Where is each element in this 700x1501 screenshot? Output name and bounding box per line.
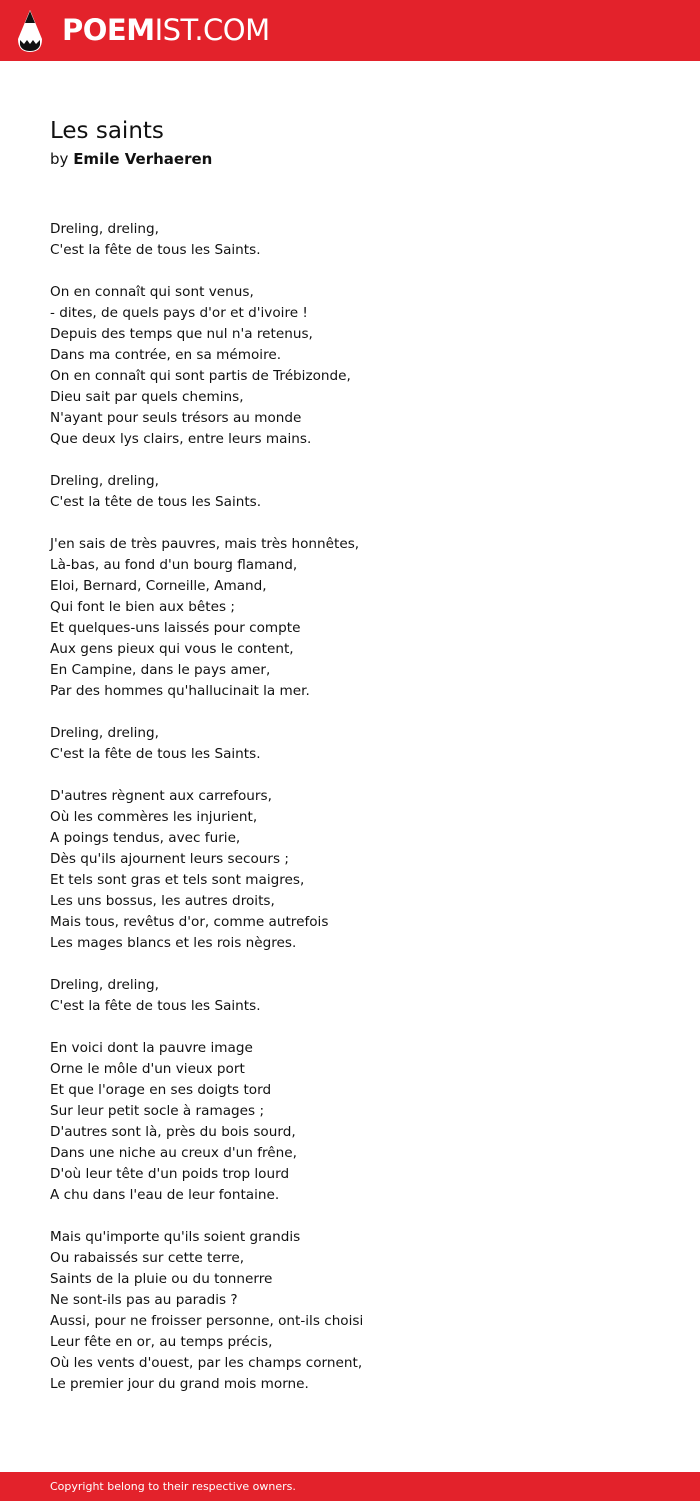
poem-line: Saints de la pluie ou du tonnerre	[50, 1271, 273, 1287]
poem-line: Orne le môle d'un vieux port	[50, 1061, 245, 1077]
brand-bold: POEM	[62, 13, 155, 47]
poem-stanza	[50, 786, 670, 954]
poem-line: Les uns bossus, les autres droits,	[50, 893, 275, 909]
copyright-text: Copyright belong to their respective owners.	[50, 1480, 296, 1493]
site-header	[0, 0, 700, 61]
poem-body	[50, 219, 670, 1416]
poem-stanza	[50, 534, 670, 702]
poem-stanza	[50, 219, 670, 261]
poem-line: Et que l'orage en ses doigts tord	[50, 1082, 272, 1098]
poem-line: Et tels sont gras et tels sont maigres,	[50, 872, 305, 888]
poem-line: Dreling, dreling,	[50, 473, 159, 489]
poem-line: Aussi, pour ne froisser personne, ont-ils choisi	[50, 1313, 364, 1329]
poem-line: D'autres sont là, près du bois sourd,	[50, 1124, 296, 1140]
poem-line: C'est la fête de tous les Saints.	[50, 998, 261, 1014]
poem-line: Dès qu'ils ajournent leurs secours ;	[50, 851, 289, 867]
brand-thin: IST.COM	[154, 13, 270, 47]
poem-line: C'est la tête de tous les Saints.	[50, 494, 262, 510]
poem-line: Qui font le bien aux bêtes ;	[50, 599, 235, 615]
by-label: by	[50, 150, 69, 168]
poem-line: Là-bas, au fond d'un bourg flamand,	[50, 557, 298, 573]
poem-line: Dieu sait par quels chemins,	[50, 389, 244, 405]
author-name: Emile Verhaeren	[73, 150, 213, 168]
poem-line: - dites, de quels pays d'or et d'ivoire !	[50, 305, 308, 321]
poem-line: Eloi, Bernard, Corneille, Amand,	[50, 578, 267, 594]
poem-line: En voici dont la pauvre image	[50, 1040, 253, 1056]
poem-line: Ou rabaissés sur cette terre,	[50, 1250, 245, 1266]
poem-line: Où les vents d'ouest, par les champs cornent,	[50, 1355, 363, 1371]
poem-line: Dreling, dreling,	[50, 221, 159, 237]
poem-title: Les saints	[50, 118, 164, 144]
poem-line: Dreling, dreling,	[50, 725, 159, 741]
poem-line: N'ayant pour seuls trésors au monde	[50, 410, 302, 426]
poem-line: A poings tendus, avec furie,	[50, 830, 241, 846]
poem-stanza	[50, 1038, 670, 1206]
poem-line: A chu dans l'eau de leur fontaine.	[50, 1187, 280, 1203]
poem-stanza	[50, 1227, 670, 1395]
poem-line: Sur leur petit socle à ramages ;	[50, 1103, 265, 1119]
poem-line: Les mages blancs et les rois nègres.	[50, 935, 297, 951]
poem-line: Le premier jour du grand mois morne.	[50, 1376, 309, 1392]
poem-line: Mais qu'importe qu'ils soient grandis	[50, 1229, 301, 1245]
poem-line: D'autres règnent aux carrefours,	[50, 788, 272, 804]
poem-line: Aux gens pieux qui vous le content,	[50, 641, 294, 657]
poem-line: On en connaît qui sont venus,	[50, 284, 254, 300]
poem-line: Dans ma contrée, en sa mémoire.	[50, 347, 282, 363]
poem-line: Où les commères les injurient,	[50, 809, 258, 825]
poem-line: C'est la fête de tous les Saints.	[50, 242, 261, 258]
poem-line: Leur fête en or, au temps précis,	[50, 1334, 273, 1350]
poem-line: Dans une niche au creux d'un frêne,	[50, 1145, 297, 1161]
poem-stanza	[50, 282, 670, 450]
poem-line: C'est la fête de tous les Saints.	[50, 746, 261, 762]
poem-line: J'en sais de très pauvres, mais très honnêtes,	[50, 536, 360, 552]
site-logo[interactable]	[62, 12, 270, 48]
poem-line: Que deux lys clairs, entre leurs mains.	[50, 431, 312, 447]
poem-line: Et quelques-uns laissés pour compte	[50, 620, 301, 636]
poem-stanza	[50, 975, 670, 1017]
poem-stanza	[50, 723, 670, 765]
poem-line: D'où leur tête d'un poids trop lourd	[50, 1166, 290, 1182]
poem-line: Ne sont-ils pas au paradis ?	[50, 1292, 238, 1308]
pencil-tip-icon[interactable]	[16, 9, 44, 53]
poem-line: On en connaît qui sont partis de Trébizonde,	[50, 368, 351, 384]
poem-line: Depuis des temps que nul n'a retenus,	[50, 326, 313, 342]
poem-line: En Campine, dans le pays amer,	[50, 662, 271, 678]
poem-stanza	[50, 471, 670, 513]
byline	[50, 148, 212, 170]
poem-line: Dreling, dreling,	[50, 977, 159, 993]
site-footer	[0, 1472, 700, 1501]
poem-line: Par des hommes qu'hallucinait la mer.	[50, 683, 310, 699]
poem-line: Mais tous, revêtus d'or, comme autrefois	[50, 914, 329, 930]
